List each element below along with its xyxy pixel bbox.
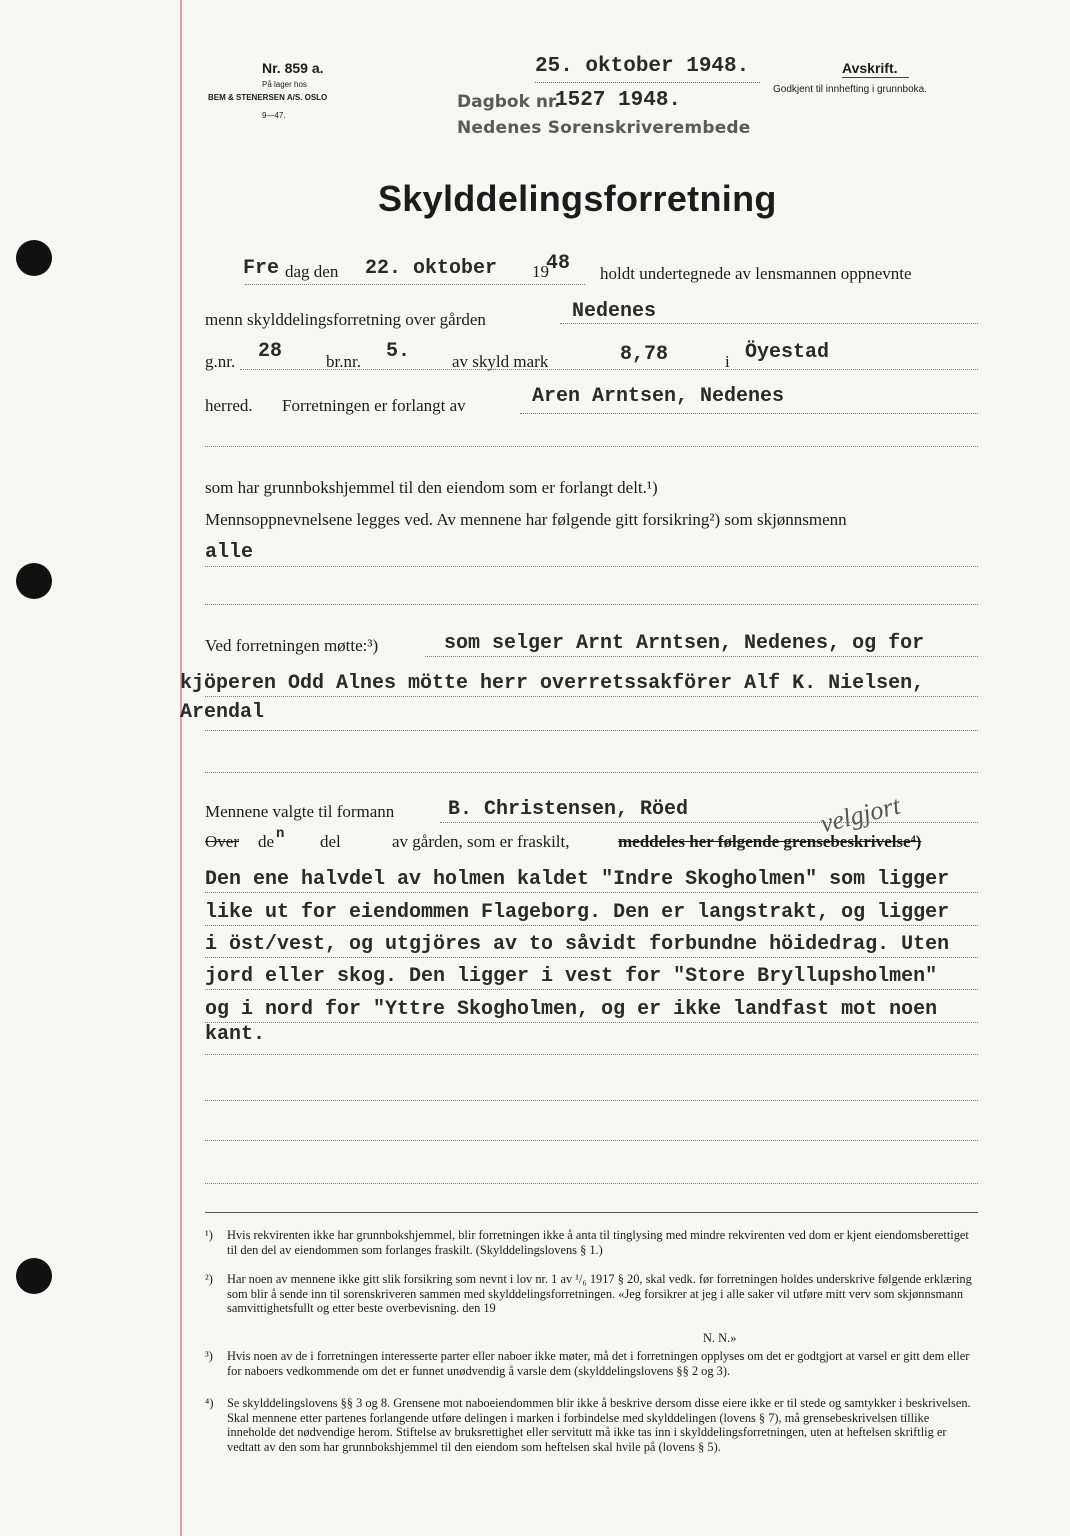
printer-line: BEM & STENERSEN A/S. OSLO xyxy=(208,93,328,102)
footnote-text: Se skylddelingslovens §§ 3 og 8. Grensene mot naboeiendommen blir ikke å beskrive dersom disse eiere ikke er til stede og samtykker i beskrivelsen. Skal mennene etter partenes forlangende utføre delingen i marken i forbindelse med skylddelingen (lovens § 7), må grensebeskrivelsen tillike inneholde det nødvendige herom. Stiftelse av bruksrettighet eller servitutt må ikke tas inn i skylddelingsforretningen, uten at heftelsen skriftlig er vedtatt av den som har grunnbokshjemmel til den eiendom som heftelsen skal hvile på (lovens § 5). xyxy=(227,1396,971,1454)
forlangt-value: Aren Arntsen, Nedenes xyxy=(532,385,785,408)
footnote xyxy=(205,1228,980,1274)
footnote-number: ²) xyxy=(205,1272,213,1286)
grunnbok-text: som har grunnbokshjemmel til den eiendom som er forlangt delt.¹) xyxy=(205,478,658,497)
dotted-line xyxy=(520,413,978,414)
garden-label: av gården, som er fraskilt, xyxy=(392,832,570,851)
footnote-text: Hvis rekvirenten ikke har grunnbokshjemmel, blir forretningen ikke å anta til tinglysing med mindre rekvirenten ved dom er kjent eiendomsberettiget til den del av eiendommen som forlanges fraskilt. (Skylddelingslovens § 1.) xyxy=(227,1228,969,1257)
dotted-line xyxy=(205,696,978,697)
footnote-number: ¹) xyxy=(205,1228,213,1242)
dotted-line xyxy=(205,925,978,926)
herred-label: herred. xyxy=(205,396,253,415)
over-struck: Over xyxy=(205,832,239,851)
motte-line: som selger Arnt Arntsen, Nedenes, og for xyxy=(444,632,925,655)
herred-value: Öyestad xyxy=(745,341,830,364)
dotted-line xyxy=(205,1100,978,1101)
formann-value: B. Christensen, Röed xyxy=(448,798,689,821)
i-label: i xyxy=(725,352,730,371)
skyld-label: av skyld mark xyxy=(452,352,549,371)
godkjent-text: Godkjent til innhefting i grunnboka. xyxy=(773,84,927,95)
bnr-value: 5. xyxy=(386,340,411,363)
dagbok-number: 1527 1948. xyxy=(555,89,682,112)
footnote xyxy=(205,1396,980,1486)
dotted-line xyxy=(440,822,978,823)
footnote-divider xyxy=(205,1212,978,1213)
description-line: kant. xyxy=(205,1023,266,1046)
alle-value: alle xyxy=(205,541,254,564)
office-stamp: Nedenes Sorenskriverembede xyxy=(457,118,751,138)
dotted-line xyxy=(205,989,978,990)
de-label: de xyxy=(258,832,275,851)
dotted-line xyxy=(205,892,978,893)
footnote-number: ³) xyxy=(205,1349,213,1363)
description-line: Den ene halvdel av holmen kaldet "Indre Skogholmen" som ligger xyxy=(205,868,950,891)
footnote-text: Har noen av mennene ikke gitt slik forsikring som nevnt i lov nr. 1 av ¹/₆ 1917 § 20, skal vedk. før forretningen holdes underskrive følgende erklæring som blir å sende inn til sorenskriveren sammen med skylddelingsforretningen. «Jeg forsikrer at jeg i alle saker vil utføre mitt verv som skjønnsmann samvittighetsfullt og etter beste overbevisning. den 19 xyxy=(227,1272,972,1315)
dagbok-stamp-label: Dagbok nr. xyxy=(457,92,561,112)
avskrift-label: Avskrift. xyxy=(842,60,898,76)
menn-text: menn skylddelingsforretning over gården xyxy=(205,310,486,329)
dotted-line xyxy=(425,656,978,657)
form-number: Nr. 859 a. xyxy=(262,60,324,76)
footnote-signature: N. N.» xyxy=(703,1331,737,1345)
held-text: holdt undertegnede av lensmannen oppnevnte xyxy=(600,264,912,283)
footnote xyxy=(205,1331,980,1346)
dotted-line xyxy=(205,1183,978,1184)
dotted-line xyxy=(205,604,978,605)
date-underline xyxy=(535,82,760,83)
page-title: Skylddelingsforretning xyxy=(378,178,777,219)
year-value: 48 xyxy=(546,252,571,275)
mennsoppnevnelse-text: Mennsoppnevnelsene legges ved. Av mennene har følgende gitt forsikring²) som skjønnsmenn xyxy=(205,510,847,529)
motte-line: kjöperen Odd Alnes mötte herr overretssakförer Alf K. Nielsen, xyxy=(180,672,925,695)
dotted-line xyxy=(560,323,978,324)
dotted-line xyxy=(205,772,978,773)
handwritten-annotation: velgjort xyxy=(817,790,904,839)
farm-value: Nedenes xyxy=(572,300,657,323)
gnr-label: g.nr. xyxy=(205,352,236,371)
meddeles-struck: meddeles her følgende grensebeskrivelse⁴) xyxy=(618,832,922,851)
footnote-number: ⁴) xyxy=(205,1396,214,1410)
de-superscript: n xyxy=(276,826,285,842)
skyld-value: 8,78 xyxy=(620,343,669,366)
description-line: like ut for eiendommen Flageborg. Den er langstrakt, og ligger xyxy=(205,901,950,924)
margin-rule xyxy=(180,0,182,1536)
date-value: 22. oktober xyxy=(365,257,498,280)
avskrift-underline xyxy=(842,77,909,78)
dotted-line xyxy=(205,957,978,958)
dotted-line xyxy=(205,730,978,731)
dotted-line xyxy=(205,1054,978,1055)
footnote xyxy=(205,1349,980,1395)
bnr-label: br.nr. xyxy=(326,352,361,371)
del-label: del xyxy=(320,832,341,851)
document-date: 25. oktober 1948. xyxy=(535,55,750,78)
dotted-line xyxy=(245,284,585,285)
year-prefix: 19 xyxy=(532,262,549,281)
punch-hole xyxy=(16,240,52,276)
footnote-text: Hvis noen av de i forretningen interesserte parter eller naboer ikke møter, må det i forretningen opplyses om det er godtgjort at varsel er gitt dem eller for naboers vedkommende om det er funnet unødvendig å varsle dem (skylddelingslovens §§ 2 og 3). xyxy=(227,1349,970,1378)
printer-line: 9—47. xyxy=(262,111,286,120)
gnr-value: 28 xyxy=(258,340,283,363)
dotted-line xyxy=(205,446,978,447)
day-label: dag den xyxy=(285,262,339,281)
dotted-line xyxy=(205,1140,978,1141)
punch-hole xyxy=(16,1258,52,1294)
description-line: i öst/vest, og utgjöres av to såvidt forbundne höidedrag. Uten xyxy=(205,933,950,956)
formann-label: Mennene valgte til formann xyxy=(205,802,395,821)
dotted-line xyxy=(205,1022,978,1023)
forlangt-label: Forretningen er forlangt av xyxy=(282,396,466,415)
day-handwritten: Fre xyxy=(243,257,280,280)
footnote xyxy=(205,1272,980,1332)
printer-line: På lager hos xyxy=(262,80,307,89)
description-line: jord eller skog. Den ligger i vest for "Store Bryllupsholmen" xyxy=(205,965,938,988)
dotted-line xyxy=(205,566,978,567)
motte-line: Arendal xyxy=(180,701,265,724)
dotted-line xyxy=(240,369,978,370)
description-line: og i nord for "Yttre Skogholmen, og er ikke landfast mot noen xyxy=(205,998,938,1021)
motte-label: Ved forretningen møtte:³) xyxy=(205,636,379,655)
punch-hole xyxy=(16,563,52,599)
